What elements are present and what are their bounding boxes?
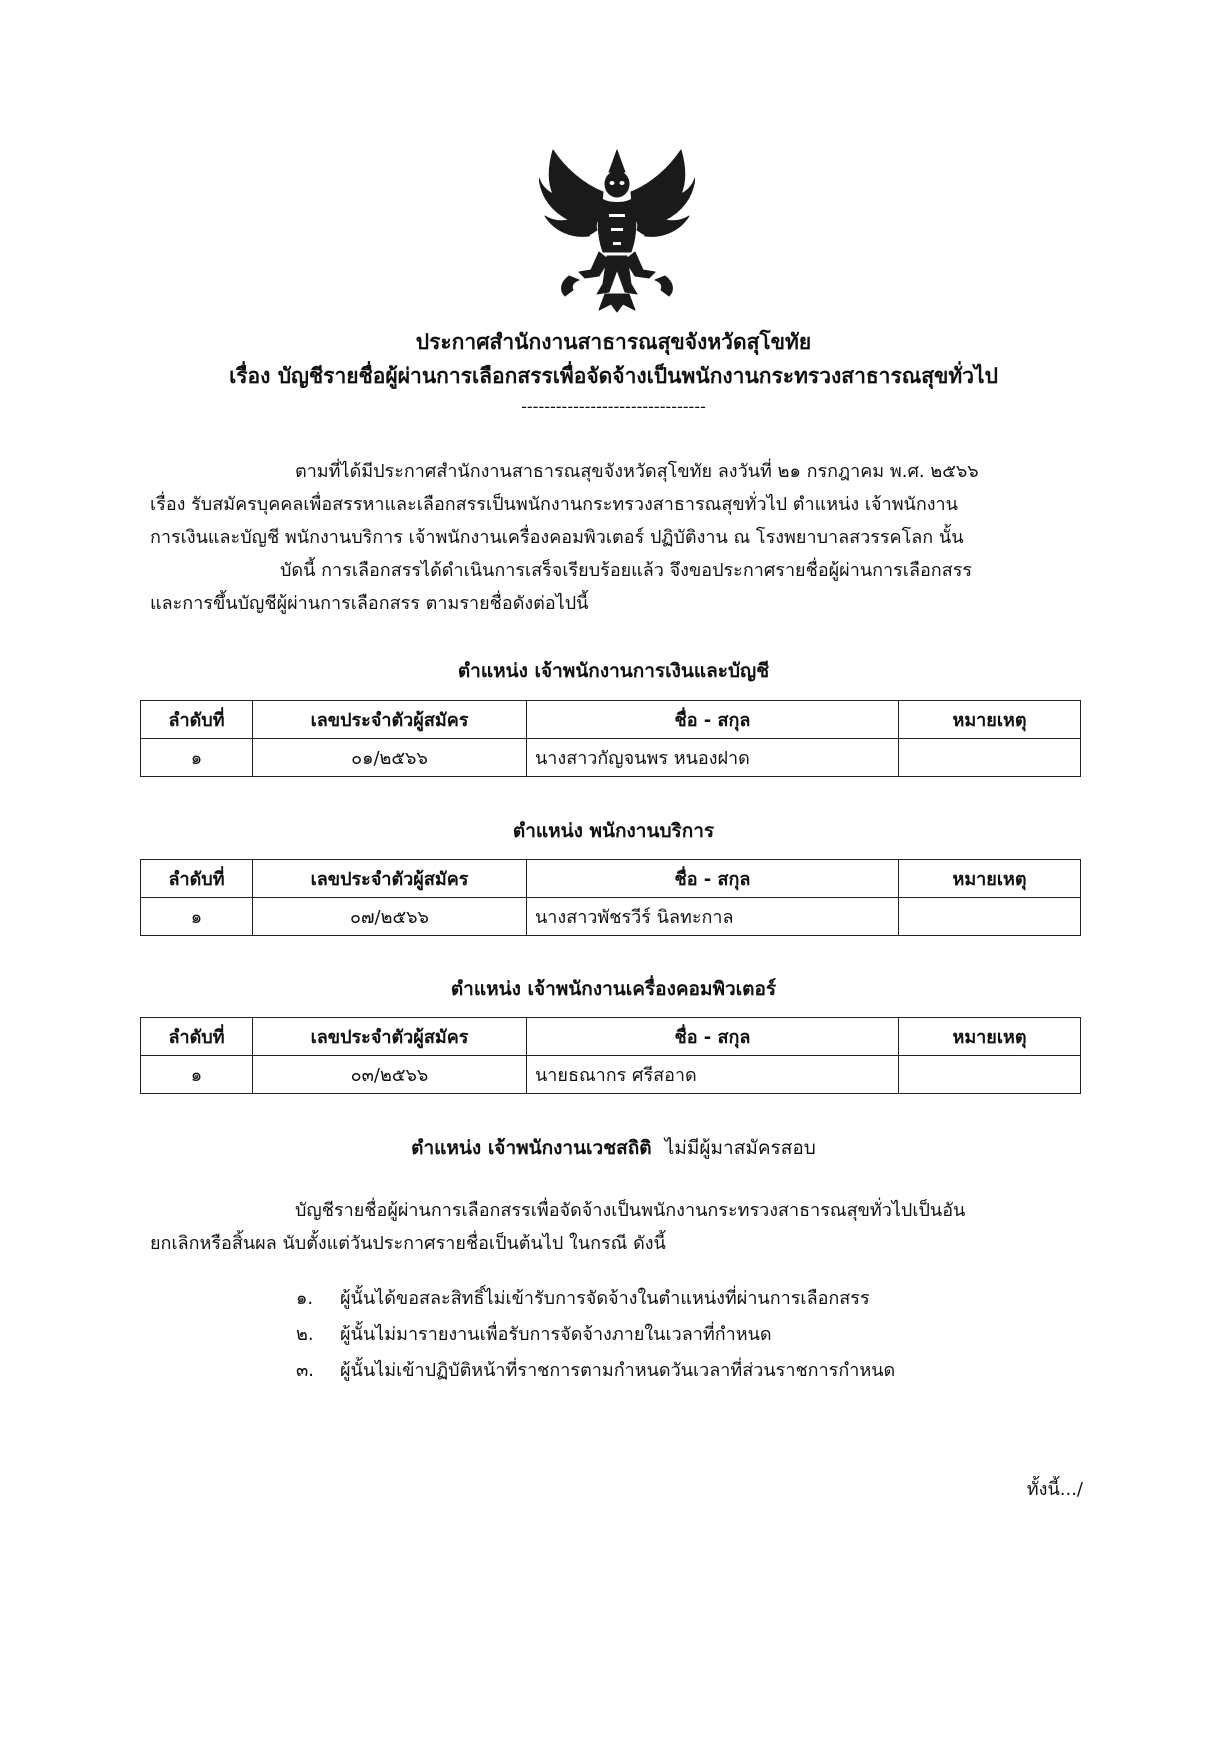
list-item <box>296 1281 1096 1317</box>
list-item-number: ๑. <box>296 1288 314 1309</box>
cancellation-line: บัญชีรายชื่อผู้ผ่านการเลือกสรรเพื่อจัดจ้างเป็นพนักงานกระทรวงสาธารณสุขทั่วไปเป็นอัน <box>295 1200 966 1221</box>
cell-name: นางสาวพัชรวีร์ นิลทะกาล <box>527 898 899 936</box>
table-row <box>141 898 1081 936</box>
table-header-row <box>141 1018 1081 1056</box>
continued-marker: ทั้งนี้.../ <box>1026 1479 1083 1500</box>
intro-line: เรื่อง รับสมัครบุคคลเพื่อสรรหาและเลือกสรรเป็นพนักงานกระทรวงสาธารณสุขทั่วไป ตำแหน่ง เจ้าพนักงาน <box>150 494 958 515</box>
cancellation-list <box>296 1281 1096 1389</box>
table-header-row <box>141 701 1081 739</box>
list-item-text: ผู้นั้นไม่เข้าปฏิบัติหน้าที่ราชการตามกำหนดวันเวลาที่ส่วนราชการกำหนด <box>340 1360 896 1381</box>
list-item <box>296 1353 1096 1389</box>
list-item-text: ผู้นั้นไม่มารายงานเพื่อรับการจัดจ้างภายในเวลาที่กำหนด <box>340 1324 772 1345</box>
intro-line: และการขึ้นบัญชีผู้ผ่านการเลือกสรร ตามรายชื่อดังต่อไปนี้ <box>150 593 589 614</box>
no-applicant-note: ไม่มีผู้มาสมัครสอบ <box>664 1137 816 1159</box>
position-title: ตำแหน่ง พนักงานบริการ <box>512 820 715 842</box>
cell-name: นายธณากร ศรีสอาด <box>527 1056 899 1094</box>
announcement-header <box>0 325 1227 419</box>
position-title-no-applicant <box>0 1133 1227 1163</box>
header-name: ชื่อ - สกุล <box>527 1018 899 1056</box>
table-row <box>141 739 1081 777</box>
cell-name: นางสาวกัญจนพร หนองฝาด <box>527 739 899 777</box>
header-order: ลำดับที่ <box>141 860 253 898</box>
announcement-title: ประกาศสำนักงานสาธารณสุขจังหวัดสุโขทัย <box>415 330 812 354</box>
cancellation-paragraph <box>150 1194 1085 1260</box>
position-title: ตำแหน่ง เจ้าพนักงานเครื่องคอมพิวเตอร์ <box>450 978 777 1000</box>
cell-order: ๑ <box>141 898 253 936</box>
position-table <box>140 1017 1081 1094</box>
position-title-text: ตำแหน่ง เจ้าพนักงานเวชสถิติ <box>411 1137 652 1159</box>
cell-remark <box>899 1056 1081 1094</box>
list-item-number: ๓. <box>296 1360 315 1381</box>
cell-applicant-id: ๐๓/๒๕๖๖ <box>253 1056 527 1094</box>
header-name: ชื่อ - สกุล <box>527 860 899 898</box>
cell-applicant-id: ๐๑/๒๕๖๖ <box>253 739 527 777</box>
header-remark: หมายเหตุ <box>899 860 1081 898</box>
cell-applicant-id: ๐๗/๒๕๖๖ <box>253 898 527 936</box>
cancellation-line: ยกเลิกหรือสิ้นผล นับตั้งแต่วันประกาศรายชื่อเป็นต้นไป ในกรณี ดังนี้ <box>150 1233 666 1254</box>
table-header-row <box>141 860 1081 898</box>
intro-line: ตามที่ได้มีประกาศสำนักงานสาธารณสุขจังหวัดสุโขทัย ลงวันที่ ๒๑ กรกฎาคม พ.ศ. ๒๕๖๖ <box>295 461 979 482</box>
announcement-subject: เรื่อง บัญชีรายชื่อผู้ผ่านการเลือกสรรเพื่อจัดจ้างเป็นพนักงานกระทรวงสาธารณสุขทั่วไป <box>229 364 998 388</box>
header-name: ชื่อ - สกุล <box>527 701 899 739</box>
header-applicant-id: เลขประจำตัวผู้สมัคร <box>253 1018 527 1056</box>
position-table <box>140 700 1081 777</box>
cell-remark <box>899 739 1081 777</box>
title-separator: -------------------------------- <box>521 397 706 416</box>
cell-remark <box>899 898 1081 936</box>
header-remark: หมายเหตุ <box>899 1018 1081 1056</box>
list-item-number: ๒. <box>296 1324 314 1345</box>
header-order: ลำดับที่ <box>141 1018 253 1056</box>
position-table <box>140 859 1081 936</box>
list-item <box>296 1317 1096 1353</box>
position-title: ตำแหน่ง เจ้าพนักงานการเงินและบัญชี <box>457 660 770 682</box>
header-applicant-id: เลขประจำตัวผู้สมัคร <box>253 701 527 739</box>
intro-paragraph <box>150 455 1085 620</box>
cell-order: ๑ <box>141 739 253 777</box>
header-applicant-id: เลขประจำตัวผู้สมัคร <box>253 860 527 898</box>
header-order: ลำดับที่ <box>141 701 253 739</box>
header-remark: หมายเหตุ <box>899 701 1081 739</box>
cell-order: ๑ <box>141 1056 253 1094</box>
table-row <box>141 1056 1081 1094</box>
garuda-emblem-icon <box>539 144 695 314</box>
list-item-text: ผู้นั้นได้ขอสละสิทธิ์ไม่เข้ารับการจัดจ้างในตำแหน่งที่ผ่านการเลือกสรร <box>340 1288 870 1309</box>
intro-line: บัดนี้ การเลือกสรรได้ดำเนินการเสร็จเรียบร้อยแล้ว จึงขอประกาศรายชื่อผู้ผ่านการเลือกสรร <box>280 560 973 581</box>
intro-line: การเงินและบัญชี พนักงานบริการ เจ้าพนักงานเครื่องคอมพิวเตอร์ ปฏิบัติงาน ณ โรงพยาบาลสวรรคโลก นั้น <box>150 527 964 548</box>
